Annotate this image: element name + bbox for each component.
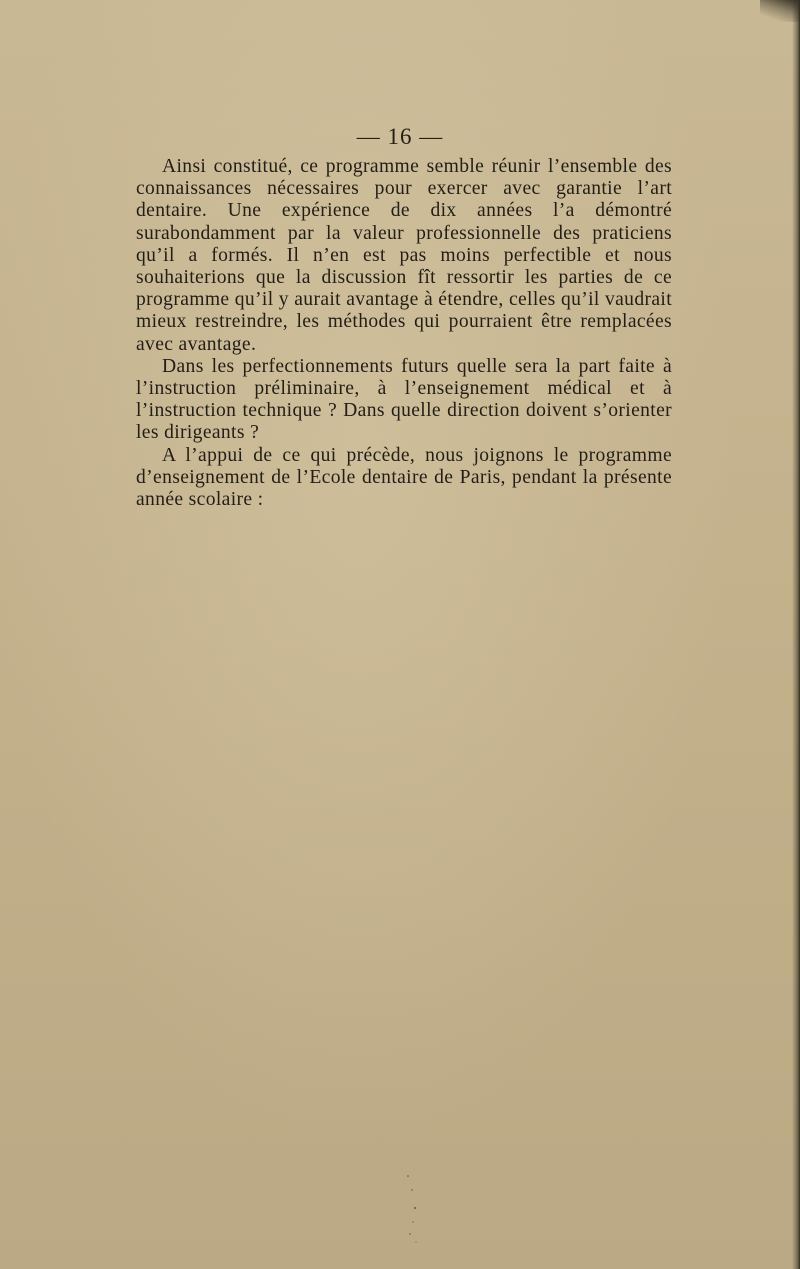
paper-specks: [400, 1170, 430, 1250]
page-number: — 16 —: [356, 124, 444, 149]
paragraph-2: Dans les perfectionnements futurs quelle sera la part faite à l’instruction préliminaire, à l’enseignement médical et à l’instruction technique ? Dans quelle direction doivent s’orienter les dirigeants ?: [136, 355, 672, 444]
paragraph-1: Ainsi constitué, ce programme semble réunir l’ensemble des connaissances nécessaires pour exercer avec garantie l’art dentaire. Une expérience de dix années l’a démontré surabondamment par la valeur professionnelle des praticiens qu’il a formés. Il n’en est pas moins perfectible et nous souhaiterions que la discussion fît ressortir les parties de ce programme qu’il y aurait avantage à étendre, celles qu’il vaudrait mieux restreindre, les méthodes qui pourraient être remplacées avec avantage.: [136, 156, 672, 355]
body-text: [136, 156, 672, 511]
paragraph-3: A l’appui de ce qui précède, nous joignons le programme d’enseignement de l’Ecole dentaire de Paris, pendant la présente année scolaire :: [136, 444, 672, 511]
page-edge-shadow: [792, 0, 800, 1269]
